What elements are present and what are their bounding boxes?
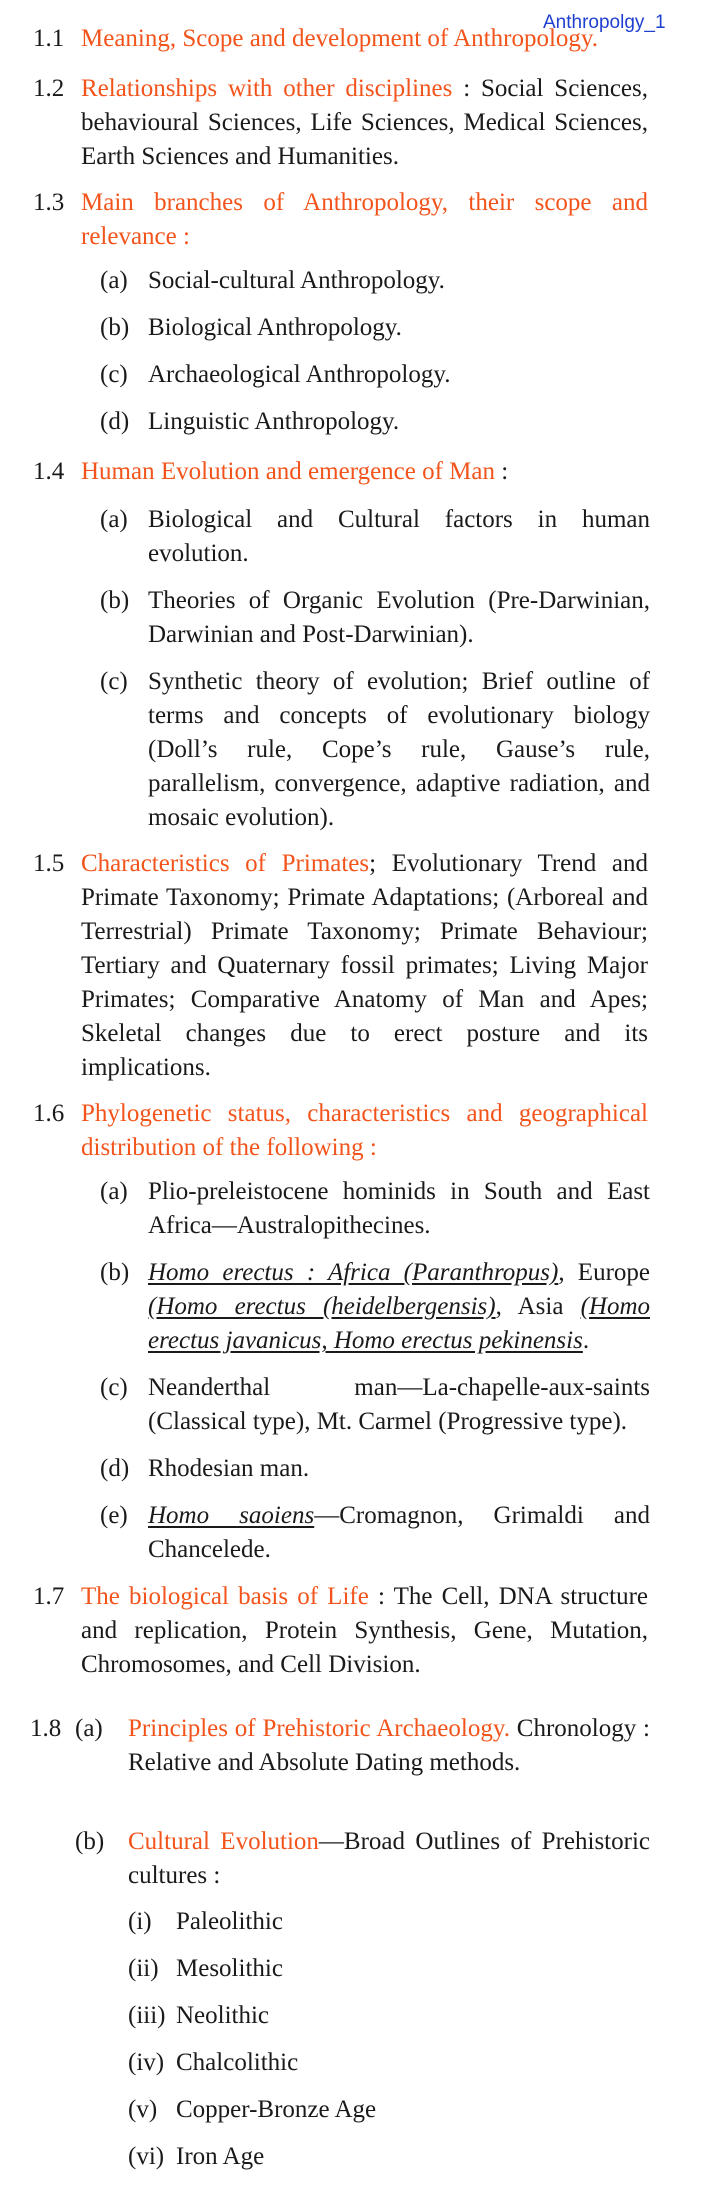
section-number: 1.1 xyxy=(33,25,65,52)
item-text: Iron Age xyxy=(176,2143,265,2170)
item-text: Biological Anthropology. xyxy=(148,314,402,341)
item-label: (v) xyxy=(128,2096,158,2123)
item-text xyxy=(148,1499,650,1567)
item-text: Synthetic theory of evolution; Brief outline of terms and concepts of evolutionary biology (Doll’s rule, Cope’s rule, Gause’s rule, parallelism, convergence, adaptive radiation, and mosaic evolution). xyxy=(148,668,650,831)
item-text: Theories of Organic Evolution (Pre-Darwinian, Darwinian and Post-Darwinian). xyxy=(148,587,650,648)
section-text: : xyxy=(495,458,509,485)
item-label: (d) xyxy=(100,1455,130,1482)
section-title: Meaning, Scope and development of Anthropology. xyxy=(81,25,599,52)
item-text xyxy=(128,1712,650,1780)
section-number: 1.6 xyxy=(33,1100,65,1127)
section-text: : Social Sciences, behavioural Sciences, Life Sciences, Medical Sciences, Earth Sciences and Humanities. xyxy=(81,75,648,170)
item-text: Paleolithic xyxy=(176,1908,283,1935)
section-number: 1.7 xyxy=(33,1583,65,1610)
section-number: 1.8 xyxy=(30,1715,62,1742)
item-label: (ii) xyxy=(128,1955,159,1982)
item-text: Biological and Cultural factors in human evolution. xyxy=(148,506,650,567)
section-title: Relationships with other disciplines xyxy=(81,75,453,102)
item-text-part: —Broad Outlines of Prehistoric cultures : xyxy=(128,1828,650,1889)
item-text: Linguistic Anthropology. xyxy=(148,408,400,435)
item-text: Chalcolithic xyxy=(176,2049,299,2076)
item-label: (b) xyxy=(100,314,130,341)
item-text: Social-cultural Anthropology. xyxy=(148,267,445,294)
item-text xyxy=(148,1256,650,1358)
item-label: (i) xyxy=(128,1908,152,1935)
item-label: (a) xyxy=(100,267,128,294)
item-text xyxy=(128,1825,650,1893)
section-title: Characteristics of Primates xyxy=(81,850,370,877)
item-label: (vi) xyxy=(128,2143,165,2170)
item-label: (e) xyxy=(100,1502,128,1529)
item-text-part: , Asia xyxy=(495,1293,581,1320)
section-title: Human Evolution and emergence of Man xyxy=(81,458,496,485)
item-text: Neolithic xyxy=(176,2002,270,2029)
section-number: 1.2 xyxy=(33,75,65,102)
item-text-part: , Europe xyxy=(558,1259,650,1286)
item-label: (b) xyxy=(100,587,130,614)
section-number: 1.3 xyxy=(33,189,65,216)
section-title: The biological basis of Life xyxy=(81,1583,369,1610)
section-title: Phylogenetic status, characteristics and geographical distribution of the following : xyxy=(81,1100,648,1161)
item-label: (b) xyxy=(100,1259,130,1286)
item-text: Rhodesian man. xyxy=(148,1455,310,1482)
item-label: (a) xyxy=(75,1715,103,1742)
item-label: (c) xyxy=(100,1374,128,1401)
underlined-term: Homo erectus : Africa (Paranthropus) xyxy=(148,1259,559,1286)
item-label: (iii) xyxy=(128,2002,166,2029)
item-text: Copper-Bronze Age xyxy=(176,2096,377,2123)
item-text: Neanderthal man—La-chapelle-aux-saints (Classical type), Mt. Carmel (Progressive type). xyxy=(148,1374,650,1435)
item-label: (a) xyxy=(100,1178,128,1205)
item-text: Plio-preleistocene hominids in South and East Africa—Australopithecines. xyxy=(148,1178,650,1239)
section-title: Main branches of Anthropology, their scope and relevance : xyxy=(81,189,648,250)
item-text: Archaeological Anthropology. xyxy=(148,361,451,388)
section-text: : The Cell, DNA structure and replication, Protein Synthesis, Gene, Mutation, Chromosomes, and Cell Division. xyxy=(81,1583,648,1678)
section-number: 1.4 xyxy=(33,458,65,485)
underlined-term: (Homo erectus javanicus, Homo erectus pekinensis xyxy=(148,1293,650,1354)
underlined-term: (Homo erectus (heidelbergensis) xyxy=(148,1293,496,1320)
item-text-part: . xyxy=(582,1327,590,1354)
item-label: (d) xyxy=(100,408,130,435)
item-label: (a) xyxy=(100,506,128,533)
item-label: (b) xyxy=(75,1828,105,1855)
item-label: (c) xyxy=(100,668,128,695)
item-title: Cultural Evolution xyxy=(128,1828,319,1855)
item-title: Principles of Prehistoric Archaeology. xyxy=(128,1715,510,1742)
document-tag: Anthropolgy_1 xyxy=(543,12,666,33)
item-text-part: Chronology : Relative and Absolute Dating methods. xyxy=(128,1715,650,1776)
item-label: (iv) xyxy=(128,2049,165,2076)
underlined-term: Homo saoiens xyxy=(148,1502,315,1529)
item-text-part: —Cromagnon, Grimaldi and Chancelede. xyxy=(148,1502,650,1563)
section-number: 1.5 xyxy=(33,850,65,877)
section-text: ; Evolutionary Trend and Primate Taxonomy; Primate Adaptations; (Arboreal and Terrestrial) Primate Taxonomy; Primate Behaviour; Tertiary and Quaternary fossil primates; Living Major Primates; Comparative Anatomy of Man and Apes; Skeletal changes due to erect posture and its implications. xyxy=(81,850,648,1081)
item-text: Mesolithic xyxy=(176,1955,283,1982)
item-label: (c) xyxy=(100,361,128,388)
